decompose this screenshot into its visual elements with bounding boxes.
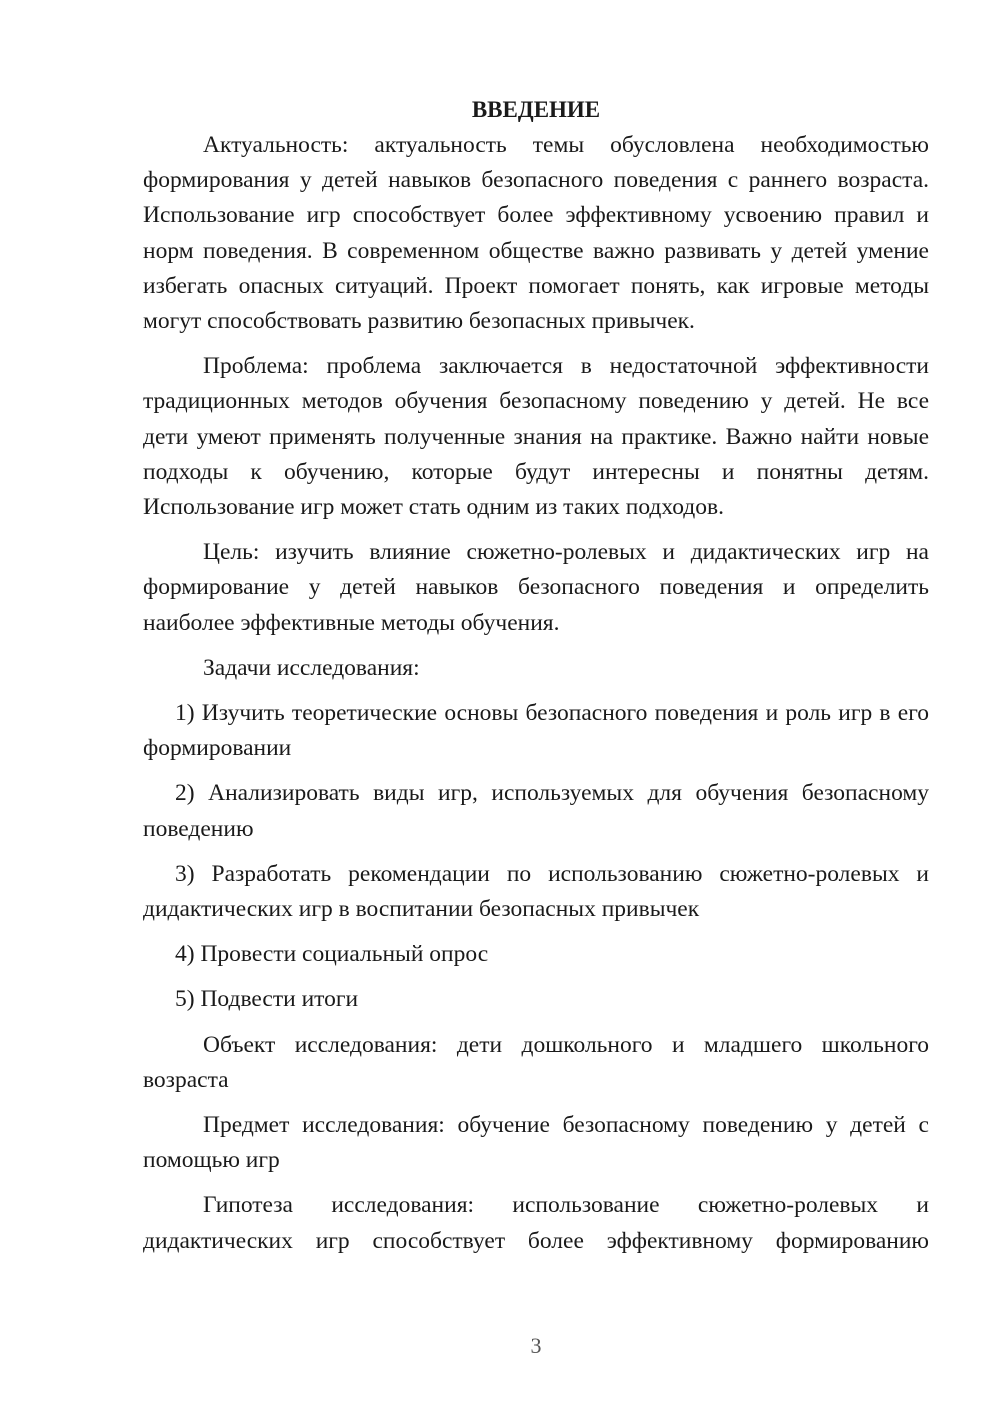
goal-paragraph: Цель: изучить влияние сюжетно-ролевых и дидактических игр на формирование у детей навыков безопасного поведения и определить наиболее эффективные методы обучения. [143,539,929,636]
task-item: 3) Разработать рекомендации по использованию сюжетно-ролевых и дидактических игр в воспитании безопасных привычек [143,860,929,923]
tasks-heading: Задачи исследования: [203,654,420,681]
task-item: 5) Подвести итоги [175,986,359,1013]
problem-paragraph: Проблема: проблема заключается в недостаточной эффективности традиционных методов обучения безопасному поведению у детей. Не все дети умеют применять полученные знания на практике. Важно найти новые подходы к обучению, которые будут интересны и понятны детям. Использование игр может стать одним из таких подходов. [143,353,929,521]
page-number: 3 [530,1333,542,1358]
task-item: 4) Провести социальный опрос [175,941,489,968]
section-title: ВВЕДЕНИЕ [471,97,601,122]
task-item: 1) Изучить теоретические основы безопасного поведения и роль игр в его формировании [143,700,929,762]
object-paragraph: Объект исследования: дети дошкольного и младшего школьного возраста [143,1031,929,1093]
page-content [143,92,929,1269]
hypothesis-paragraph: Гипотеза исследования: использование сюжетно-ролевых и дидактических игр способствует более эффективному формированию [143,1192,929,1254]
relevance-paragraph: Актуальность: актуальность темы обусловлена необходимостью формирования у детей навыков безопасного поведения с раннего возраста. Использование игр способствует более эффективному усвоению правил и норм поведения. В современном обществе важно развивать у детей умение избегать опасных ситуаций. Проект помогает понять, как игровые методы могут способствовать развитию безопасных привычек. [143,132,929,335]
task-item: 2) Анализировать виды игр, используемых для обучения безопасному поведению [143,780,929,842]
subject-paragraph: Предмет исследования: обучение безопасному поведению у детей с помощью игр [143,1112,929,1174]
